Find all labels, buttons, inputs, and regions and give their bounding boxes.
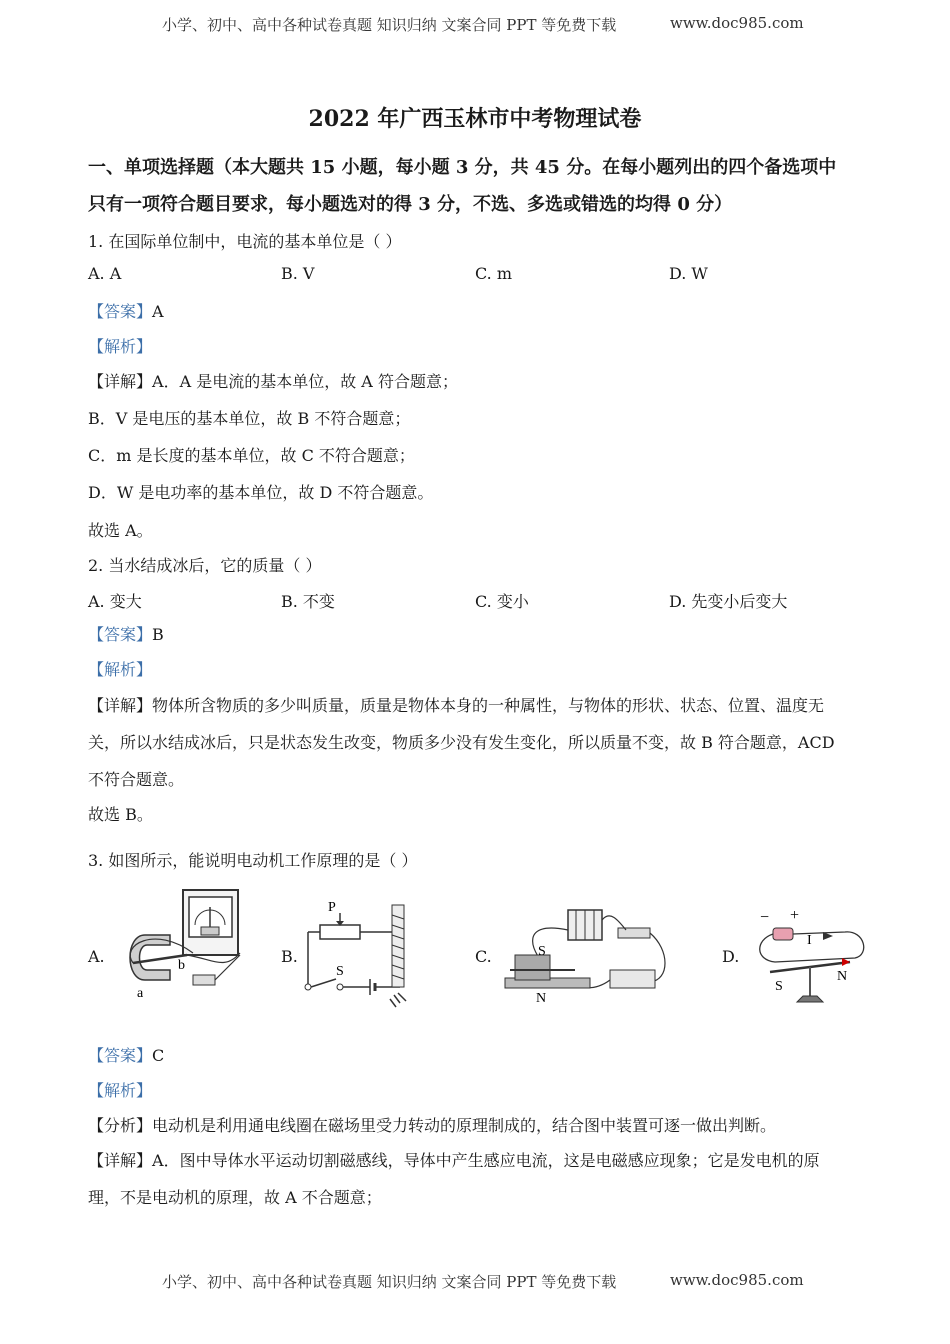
q3-stem: 3. 如图所示，能说明电动机工作原理的是（ ）	[88, 851, 418, 870]
q2-analysis-tag: 【解析】	[88, 660, 153, 679]
fig-c-label-n: N	[536, 991, 547, 1006]
q1-stem: 1. 在国际单位制中，电流的基本单位是（ ）	[88, 232, 402, 251]
q1-option-c: C. m	[475, 264, 513, 283]
q3-option-a: A.	[88, 947, 105, 966]
q3-detail-1: 理，不是电动机的原理，故 A 不合题意；	[88, 1188, 382, 1207]
q1-detail-1: B．V 是电压的基本单位，故 B 不符合题意；	[88, 409, 411, 428]
q3-detail-line	[88, 1148, 820, 1171]
fig-c-label-s: S	[538, 944, 546, 959]
q1-option-d: D. W	[669, 264, 708, 283]
fig-a-label-b: b	[178, 958, 185, 973]
fig-a-label-a: a	[137, 986, 144, 1000]
q3-answer: C	[152, 1046, 165, 1065]
fig-b-label-p: P	[328, 900, 336, 915]
q2-detail-line	[88, 693, 824, 716]
q3-analysis: 电动机是利用通电线圈在磁场里受力转动的原理制成的，结合图中装置可逐一做出判断。	[152, 1116, 777, 1135]
q2-answer: B	[152, 625, 164, 644]
q2-detail-1: 关，所以水结成冰后，只是状态发生改变，物质多少没有发生变化，所以质量不变，故 B 符合题意，ACD	[88, 733, 835, 752]
fig-d-label-n: N	[837, 969, 848, 984]
figure-c-motor-principle	[500, 900, 675, 1015]
q1-answer-line	[88, 299, 164, 322]
detail-tag: 【详解】	[88, 372, 153, 391]
fig-d-label-plus: +	[790, 907, 800, 924]
fig-d-label-minus: −	[760, 909, 770, 926]
detail-tag: 【详解】	[88, 1151, 153, 1170]
q1-detail-2: C．m 是长度的基本单位，故 C 不符合题意；	[88, 446, 415, 465]
q1-option-a: A. A	[88, 264, 122, 283]
q3-option-d: D.	[722, 947, 740, 966]
q1-answer: A	[152, 302, 164, 321]
q2-stem: 2. 当水结成冰后，它的质量（ ）	[88, 556, 322, 575]
footer-text: 小学、初中、高中各种试卷真题 知识归纳 文案合同 PPT 等免费下载	[162, 1273, 617, 1291]
page-title: 2022 年广西玉林市中考物理试卷	[308, 106, 642, 132]
q2-detail-2: 不符合题意。	[88, 770, 185, 789]
q3-option-b: B.	[281, 947, 298, 966]
q2-option-b: B. 不变	[281, 592, 335, 611]
figure-a-electromagnetic-induction	[115, 885, 250, 1000]
answer-tag: 【答案】	[88, 625, 153, 644]
q3-detail-0: A．图中导体水平运动切割磁感线，导体中产生感应电流，这是电磁感应现象；它是发电机的原	[152, 1151, 820, 1170]
figure-d-oersted-experiment	[755, 900, 875, 1015]
q2-option-d: D. 先变小后变大	[669, 592, 788, 611]
q1-detail-3: D．W 是电功率的基本单位，故 D 不符合题意。	[88, 483, 434, 502]
rheostat-c-icon	[610, 970, 655, 988]
header-url[interactable]: www.doc985.com	[670, 14, 804, 32]
q1-detail-0: A．A 是电流的基本单位，故 A 符合题意；	[152, 372, 458, 391]
header-text: 小学、初中、高中各种试卷真题 知识归纳 文案合同 PPT 等免费下载	[162, 16, 617, 34]
q1-option-b: B. V	[281, 264, 315, 283]
figure-b-electromagnet	[300, 895, 425, 1010]
answer-tag: 【答案】	[88, 302, 153, 321]
rheostat-icon	[320, 925, 360, 939]
q2-option-a: A. 变大	[88, 592, 142, 611]
q3-answer-line	[88, 1043, 164, 1066]
section-heading-line2: 只有一项符合题目要求，每小题选对的得 3 分，不选、多选或错选的均得 0 分）	[88, 194, 733, 215]
fig-b-label-s: S	[336, 964, 344, 979]
q2-option-c: C. 变小	[475, 592, 529, 611]
switch-icon	[618, 928, 650, 938]
section-heading-line1: 一、单项选择题（本大题共 15 小题，每小题 3 分，共 45 分。在每小题列出的四个备选项中	[88, 157, 837, 178]
battery-d-icon	[773, 928, 793, 940]
fenxi-tag: 【分析】	[88, 1116, 153, 1135]
q1-detail-line	[88, 369, 458, 392]
footer-url[interactable]: www.doc985.com	[670, 1271, 804, 1289]
q3-analysis-tag: 【解析】	[88, 1081, 153, 1100]
q1-analysis-tag: 【解析】	[88, 337, 153, 356]
fig-d-label-i: I	[807, 933, 812, 948]
q2-detail-0: 物体所含物质的多少叫质量，质量是物体本身的一种属性，与物体的形状、状态、位置、温度无	[152, 696, 825, 715]
detail-tag: 【详解】	[88, 696, 153, 715]
q3-analysis-line	[88, 1113, 776, 1136]
answer-tag: 【答案】	[88, 1046, 153, 1065]
q1-conclusion: 故选 A。	[88, 521, 153, 540]
q2-conclusion: 故选 B。	[88, 805, 153, 824]
q2-answer-line	[88, 622, 164, 645]
fig-d-label-s: S	[775, 979, 783, 994]
q3-option-c: C.	[475, 947, 492, 966]
